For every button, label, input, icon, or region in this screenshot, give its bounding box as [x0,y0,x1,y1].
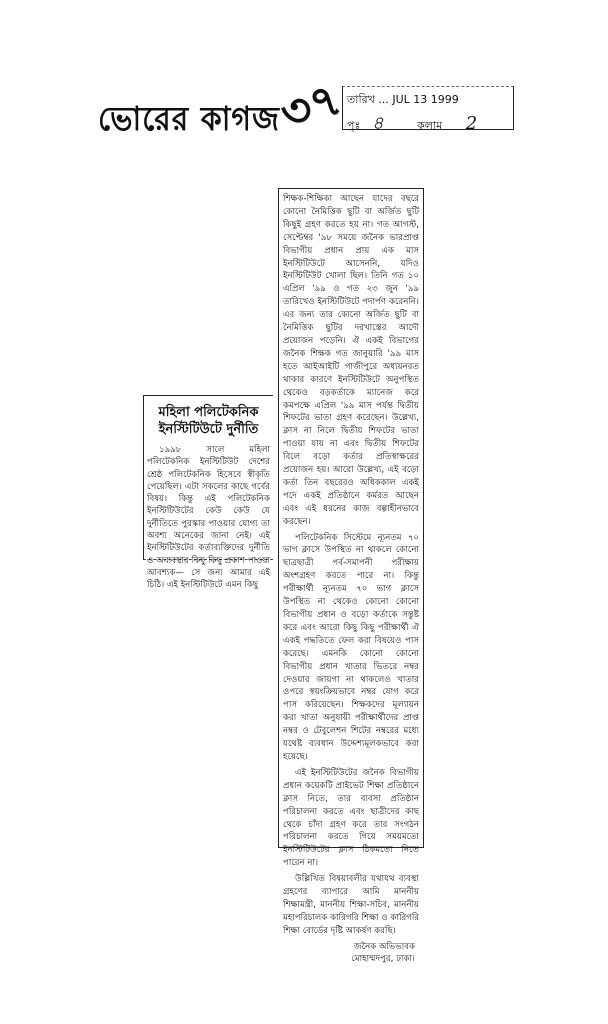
date-row [347,91,459,110]
paragraph: পলিটেকনিক সিস্টেমে ন্যূনতম ৭০ ভাগ ক্লাসে উপস্থিত না থাকলে কোনো ছাত্রছাত্রী পর্ব-সমাপনী পরীক্ষায় অংশগ্রহণ করতে পারে না। কিন্তু পরীক্ষার্থী ন্যূনতম ৭০ ভাগ ক্লাসে উপস্থিত না থেকেও কোনো কোনো বিভাগীয় প্রধান ও বড়ো কর্তাকে সন্তুষ্ট করে এবং আরো কিছু কিছু পরীক্ষার্থী ঐ একই পদ্ধতিতে ফেল করা বিষয়েও পাস করেছে। এমনকি কোনো কোনো বিভাগীয় প্রধান খাতার ভিতরে নম্বর দেওয়ার জায়গা না থাকলেও খাতার ওপরে স্বয়ংক্রিয়ভাবে নম্বর যোগ করে পাস করিয়েছেন। শিক্ষকদের মূল্যায়ন করা খাতা অনুযায়ী পরীক্ষার্থীদের প্রাপ্ত নম্বর ও টেবুলেশন শিটের নম্বরের মধ্যে যথেষ্ট ব্যবধান উদ্দেশ্যমূলকভাবে করা হয়েছে। [283,532,419,762]
paragraph: এই ইনস্টিটিউটের জনৈক বিভাগীয় প্রধান কয়েকটি প্রাইভেট শিক্ষা প্রতিষ্ঠানে ক্লাস নিতে, তার ব্যবসা প্রতিষ্ঠান পরিচালনা করতে এবং ছাত্রীদের কাছ থেকে চাঁদা গ্রহণ করে তার সংগঠন পরিচালনা করতে গিয়ে সময়মতো ইনস্টিটিউটের ক্লাস ঠিকমতো নিতে পারেন না। [283,767,419,869]
column-value: 2 [465,113,478,134]
handwritten-number: ৩৭ [273,71,348,142]
newspaper-masthead: ভোরের কাগজ [98,100,280,139]
date-value: JUL 13 1999 [392,93,459,106]
page-column-row [347,109,477,140]
signature-name: জনৈক অভিভাবক [353,941,415,952]
signature-place: মোহাম্মদপুর, ঢাকা। [351,953,415,964]
date-stamp-box [342,86,514,134]
column-label: কলাম [417,119,443,132]
left-article [143,395,273,591]
article-headline [147,404,270,438]
article-body: ১৯৯৮ সালে মহিলা পলিটেকনিক ইনস্টিটিউট দেশের শ্রেষ্ঠ পলিটেকনিক হিসেবে স্বীকৃতি পেয়েছিল। এটা সকলের কাছে গর্বের বিষয়। কিন্তু এই পলিটেকনিক ইনস্টিটিউটের কেউ কেউ যে দুর্নীতিতে পুরস্কার পাওয়ার যোগ্য তা অবশ্য অনেকের জানা নেই। এই ইনস্টিটিউটের কর্তাব্যক্তিদের দুর্নীতি ও অব্যবস্থার কিছু কিছু প্রকাশ পাওয়া আবশ্যক— সে জন্য আমার এই চিঠি। এই ইনস্টিটিউটে এমন কিছু [147,445,270,591]
headline-line-2: ইনস্টিটিউটে দুর্নীতি [158,422,259,437]
paragraph: উল্লিখিত বিষয়াবলীর যথাযথ ব্যবস্থা গ্রহণের ব্যাপারে আমি মাননীয় শিক্ষামন্ত্রী, মাননীয় শিক্ষা-সচিব, মাননীয় মহাপরিচালক কারিগরি শিক্ষা ও কারিগরি শিক্ষা বোর্ডের দৃষ্টি আকর্ষণ করছি। [283,874,419,936]
signature [283,941,419,965]
page-value: ৪ [371,113,384,134]
headline-line-1: মহিলা পলিটেকনিক [158,405,259,420]
date-label: তারিখ ... [347,93,389,106]
right-column-article [278,188,424,964]
paragraph: শিক্ষক-শিক্ষিকা আছেন যাদের বছরে কোনো নৈমিত্তিক ছুটি বা অর্জিত ছুটি কিছুই গ্রহণ করতে হয় না। গত আগস্ট, সেপ্টেম্বর '৯৮ সময়ে জনৈক ভারপ্রাপ্ত বিভাগীয় প্রধান প্রায় এক মাস ইনস্টিটিউটে আসেননি, যদিও ইনস্টিটিউট খোলা ছিল। তিনি গত ১০ এপ্রিল '৯৯ ও গত ২৩ জুন '৯৯ তারিখেও ইনস্টিটিউটে পদার্পণ করেননি। এর জন্য তার কোনো অর্জিত ছুটি বা নৈমিত্তিক ছুটির দরখাস্তের আদৌ প্রয়োজন পড়েনি। ঐ একই বিভাগের জনৈক শিক্ষক গত জানুয়ারি '৯৯ মাস হতে আইআইটি গাজীপুরে অধ্যয়নরত থাকার কারণে ইনস্টিটিউটে অনুপস্থিত থেকেও বড়কর্তাকে ম্যানেজ করে কমপক্ষে এপ্রিল '৯৯ মাস পর্যন্ত দ্বিতীয় শিফটের ভাতা গ্রহণ করেছেন। উল্লেখ্য, ক্লাস না নিলে দ্বিতীয় শিফটের ভাতা পাওয়া যায় না এবং দ্বিতীয় শিফটের বিলে বড়ো কর্তার প্রতিস্বাক্ষরের প্রয়োজন হয়। আরো উল্লেখ্য, এই বড়ো কর্তা তিন বছরেরও অধিককাল একই পদে একই প্রতিষ্ঠানে কর্মরত আছেন এবং এই ধরনের কাজ বল্গাহীনভাবে করছেন। [283,194,419,527]
page-label: পৃঃ [347,119,361,132]
